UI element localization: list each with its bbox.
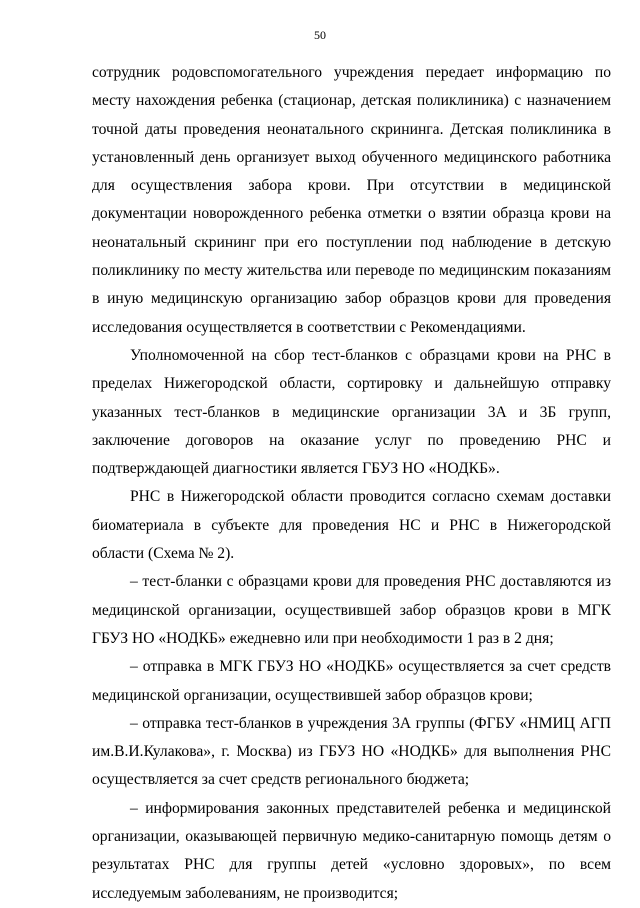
list-item-test-blank-delivery: – тест-бланки с образцами крови для проведения РНС доставляются из медицинской организации, осуществившей забор образцов крови в МГК ГБУЗ НО «НОДКБ» ежедневно или при необходимости 1 раз в 2 дня;: [92, 573, 611, 647]
list-item-informing: – информирования законных представителей ребенка и медицинской организации, оказывающей первичную медико-санитарную помощь детям о результатах РНС для группы детей «условно здоровых», по всем исследуемым заболеваниям, не производится;: [92, 799, 611, 902]
list-item-3a-group-shipping: – отправка тест-бланков в учреждения 3А группы (ФГБУ «НМИЦ АГП им.В.И.Кулакова», г. Москва) из ГБУЗ НО «НОДКБ» для выполнения РНС осуществляется за счет средств регионального бюджета;: [92, 714, 611, 789]
paragraph-continuation: сотрудник родовспомогательного учреждения передает информацию по месту нахождения ребенка (стационар, детская поликлиника) с назначением точной даты проведения неонатального скрининга. Детская поликлиника в установленный день организует выход обученного медицинского работника для осуществления забора крови. При отсутствии в медицинской документации новорожденного ребенка отметки о взятии образца крови на неонатальный скрининг при его поступлении под наблюдение в детскую поликлинику по месту жительства или переводе по медицинским показаниям в иную медицинскую организацию забор образцов крови для проведения исследования осуществляется в соответствии с Рекомендациями.: [92, 64, 611, 336]
paragraph-delivery-schemes: РНС в Нижегородской области проводится согласно схемам доставки биоматериала в субъекте для проведения НС и РНС в Нижегородской области (Схема № 2).: [92, 488, 611, 563]
document-body: [92, 59, 611, 908]
list-item-shipping-cost: – отправка в МГК ГБУЗ НО «НОДКБ» осуществляется за счет средств медицинской организации, осуществившей забор образцов крови;: [92, 658, 611, 704]
page-number: 50: [314, 28, 326, 42]
paragraph-responsible-organization: Уполномоченной на сбор тест-бланков с образцами крови на РНС в пределах Нижегородской области, сортировку и дальнейшую отправку указанных тест-бланков в медицинские организации 3А и 3Б групп, заключение договоров на оказание услуг по проведению РНС и подтверждающей диагностики является ГБУЗ НО «НОДКБ».: [92, 346, 611, 478]
